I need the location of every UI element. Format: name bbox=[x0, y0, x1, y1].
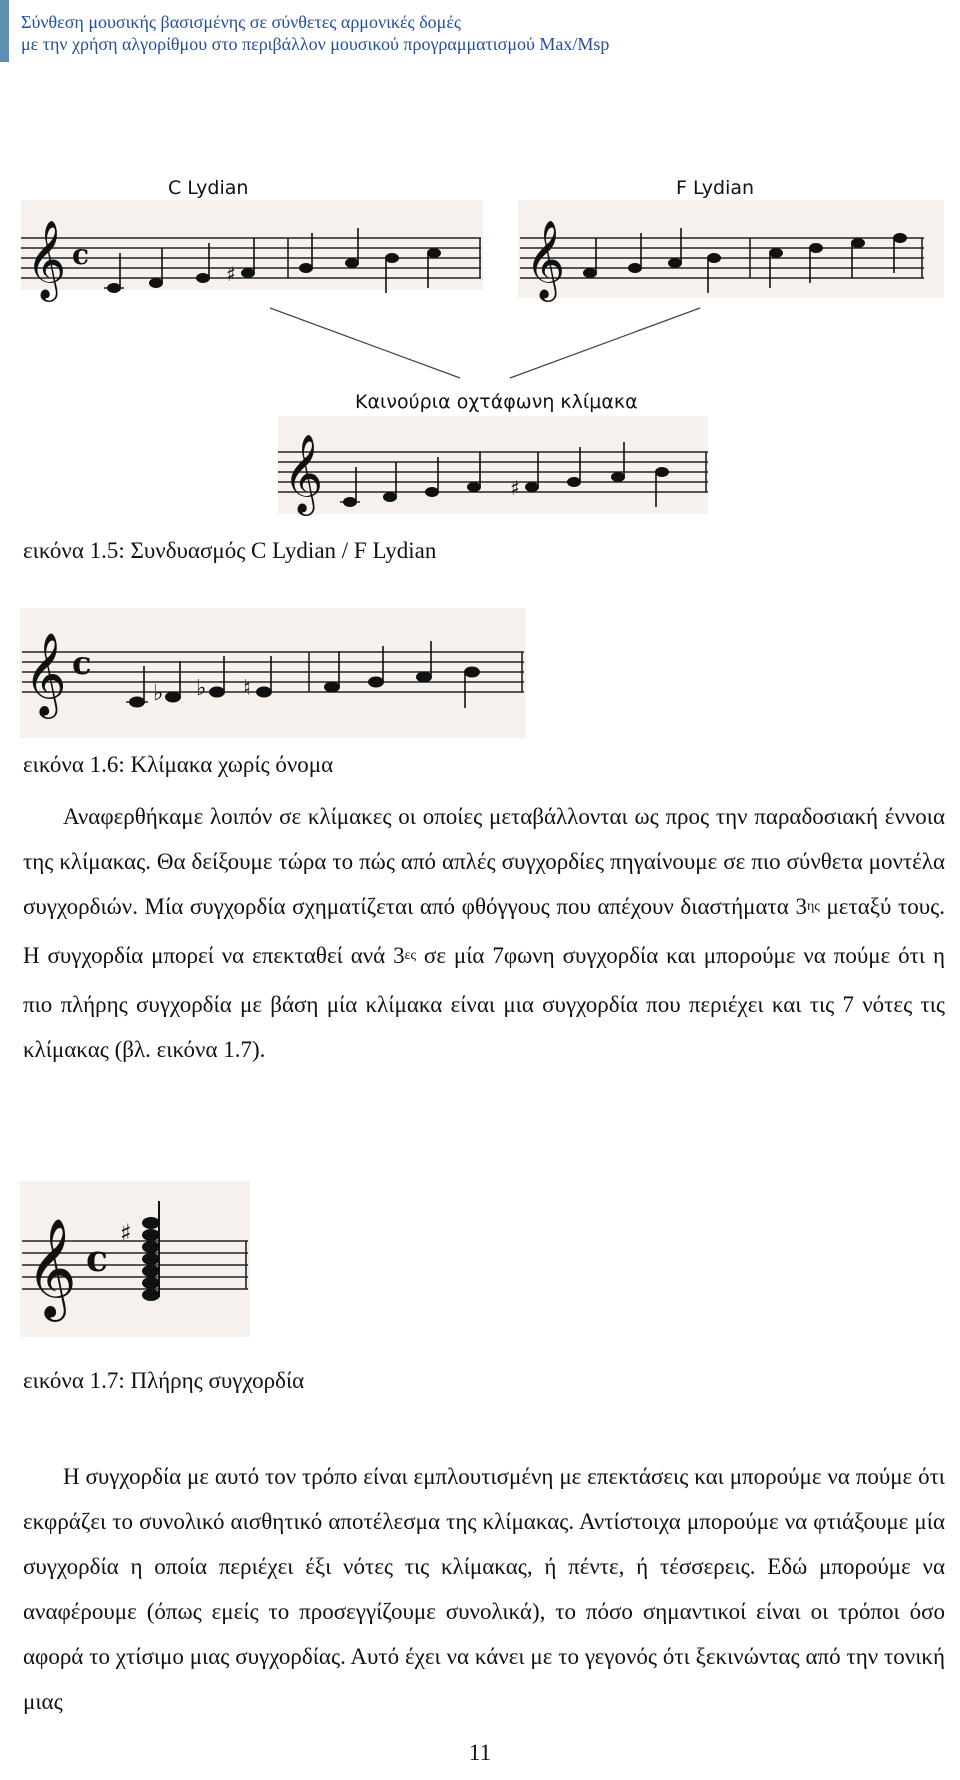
paragraph-2-text: Η συγχορδία με αυτό τον τρόπο είναι εμπλουτισμένη με επεκτάσεις και μπορούμε να πούμε ότι εκφράζει το συνολικό αισθητικό αποτέλεσμα της κλίμακας. Αντίστοιχα μπορούμε να φτιάξουμε μία συγχορδία η οποία περιέχει έξι νότες τις κλίμακας, ή πέντε, ή τέσσερεις. Εδώ μπορούμε να αναφέρουμε (όπως εμείς το προσεγγίζουμε συνολικά), το πόσο σημαντικοί είναι οι τρόποι όσο αφορά το χτίσιμο μιας συγχορδίας. Αυτό έχει να κάνει με το γεγονός ότι ξεκινώντας από την τονική μιας bbox=[23, 1464, 945, 1714]
figure-1-7-caption: εικόνα 1.7: Πλήρης συγχορδία bbox=[23, 1368, 305, 1393]
figure-1-7 bbox=[20, 1181, 250, 1337]
sharp-icon: ♯ bbox=[510, 476, 520, 500]
figure-1-6 bbox=[20, 608, 526, 738]
paragraph-1-text-a: Αναφερθήκαμε λοιπόν σε κλίμακες οι οποίες μεταβάλλονται ως προς την παραδοσιακή έννοια της κλίμακας. Θα δείξουμε τώρα το πώς από απλές συγχορδίες πηγαίνουμε σε πιο σύνθετα μοντέλα συγχορδιών. Μία συγχορδία σχηματίζεται από φθόγγους που απέχουν διαστήματα 3 bbox=[23, 804, 945, 919]
treble-clef-icon: 𝄞 bbox=[24, 631, 67, 715]
page-number: 11 bbox=[468, 1740, 492, 1765]
natural-icon: ♮ bbox=[243, 676, 251, 701]
c-lydian-label: C Lydian bbox=[168, 177, 249, 199]
time-signature: c bbox=[86, 1238, 108, 1280]
figure-1-5-caption: εικόνα 1.5: Συνδυασμός C Lydian / F Lydian bbox=[23, 538, 437, 563]
new-octatonic-scale-staff bbox=[278, 391, 708, 516]
header-text bbox=[21, 11, 609, 55]
treble-clef-icon: 𝄞 bbox=[525, 220, 566, 299]
new-scale-label: Καινούρια οχτάφωνη κλίμακα bbox=[355, 391, 638, 413]
connector-left bbox=[270, 308, 460, 378]
superscript-ordinal: ης bbox=[806, 899, 820, 914]
superscript-ordinal: ες bbox=[404, 948, 417, 963]
f-lydian-label: F Lydian bbox=[676, 177, 755, 199]
header-line-1: Σύνθεση μουσικής βασισμένης σε σύνθετες αρμονικές δομές bbox=[21, 12, 462, 32]
connector-right bbox=[510, 308, 700, 378]
flat-icon: ♭ bbox=[196, 676, 207, 701]
f-lydian-staff bbox=[518, 177, 944, 302]
running-header bbox=[0, 0, 960, 64]
time-signature: c bbox=[72, 238, 90, 271]
header-accent-bar bbox=[0, 0, 9, 62]
sharp-icon: ♯ bbox=[226, 262, 236, 286]
time-signature: c bbox=[72, 644, 92, 682]
header-line-2: με την χρήση αλγορίθμου στο περιβάλλον μουσικού προγραμματισμού Max/Msp bbox=[21, 34, 610, 54]
c-lydian-staff bbox=[21, 177, 483, 302]
paragraph-1-text-c: σε μία 7φωνη συγχορδία και μπορούμε να πούμε ότι η πιο πλήρης συγχορδία με βάση μία κλίμακα είναι μια συγχορδία που περιέχει και τις 7 νότες τις κλίμακας (βλ. εικόνα 1.7). bbox=[23, 943, 945, 1062]
treble-clef-icon: 𝄞 bbox=[283, 434, 324, 513]
paragraph-1-text-b: μεταξύ τους. Η συγχορδία μπορεί να επεκταθεί ανά 3 bbox=[23, 894, 945, 968]
sharp-icon: ♯ bbox=[120, 1219, 132, 1247]
treble-clef-icon: 𝄞 bbox=[26, 220, 67, 299]
treble-clef-icon: 𝄞 bbox=[26, 1218, 77, 1318]
paragraph-1 bbox=[23, 794, 945, 1072]
figure-1-6-caption: εικόνα 1.6: Κλίμακα χωρίς όνομα bbox=[23, 752, 334, 777]
flat-icon: ♭ bbox=[153, 681, 164, 706]
paragraph-2 bbox=[23, 1454, 945, 1724]
figure-1-5 bbox=[0, 160, 960, 530]
